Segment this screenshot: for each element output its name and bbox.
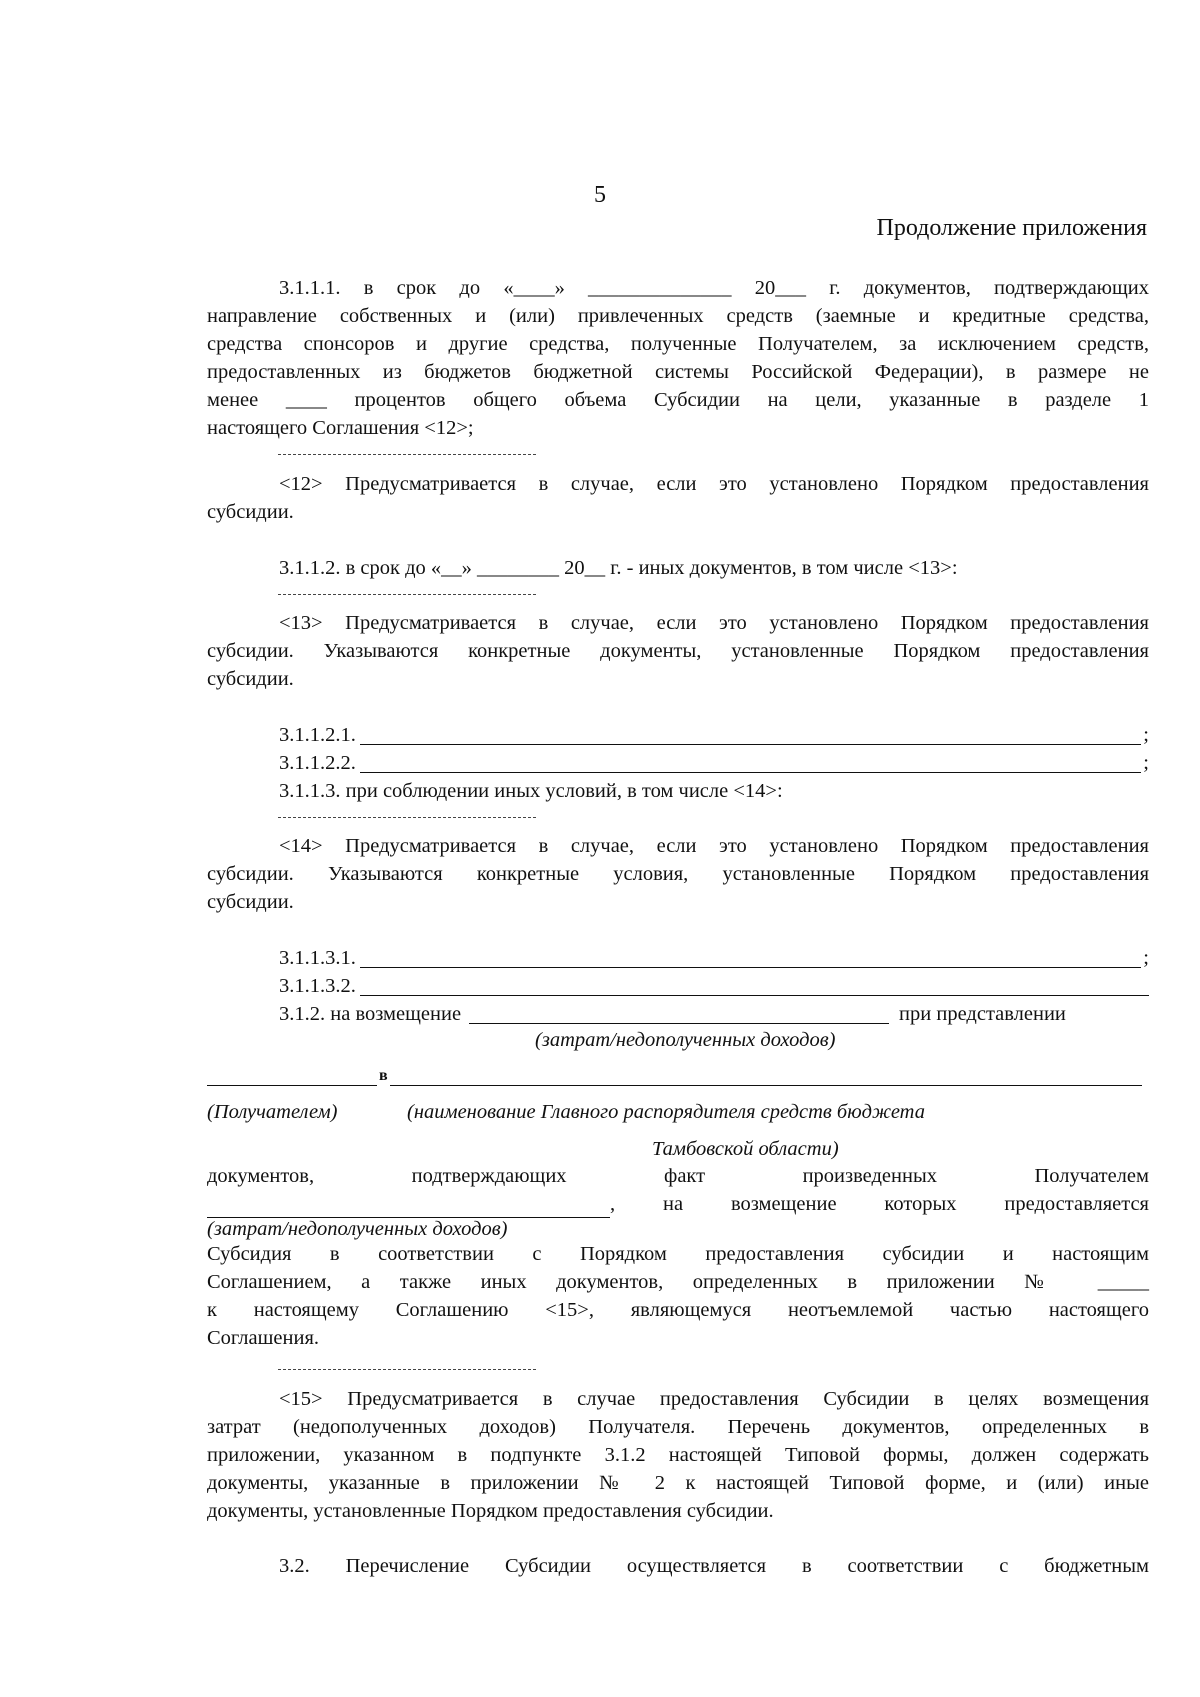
paragraph-3-1-2-line <box>279 1000 1149 1028</box>
word: на <box>663 1193 684 1215</box>
blank-with-comma <box>207 1190 615 1218</box>
blank-field <box>207 1197 610 1218</box>
text-line: менее ____ процентов общего объема Субсидии на цели, указанные в разделе 1 <box>207 389 1149 411</box>
footnote-separator <box>278 594 536 595</box>
text-line: 3.2. Перечисление Субсидии осуществляется в соответствии с бюджетным <box>279 1555 1149 1577</box>
text-line: субсидии. Указываются конкретные документы, установленные Порядком предоставления <box>207 640 1149 662</box>
recipient-line <box>207 1062 1142 1090</box>
paragraph-3-2 <box>207 1552 1149 1580</box>
word: документов, <box>207 1165 315 1187</box>
hint-region: Тамбовской области) <box>652 1138 839 1160</box>
item-number: 3.1.1.3.1. <box>279 947 356 969</box>
fill-in-line <box>279 721 1149 749</box>
paragraph-3-1-1-3: 3.1.1.3. при соблюдении иных условий, в том числе <14>: <box>279 780 783 802</box>
word: возмещение <box>730 1193 837 1215</box>
hint-costs: (затрат/недополученных доходов) <box>535 1029 836 1051</box>
text-line: Соглашения. <box>207 1327 319 1349</box>
blank-field <box>360 945 1141 968</box>
documents-row <box>207 1162 1149 1352</box>
item-number: 3.1.1.2.1. <box>279 724 356 746</box>
blank-field <box>390 1063 1142 1086</box>
blank-field <box>360 973 1149 996</box>
text-line <box>207 1162 1149 1190</box>
text-line: к настоящему Соглашению <15>, являющемуся неотъемлемой частью настоящего <box>207 1299 1149 1321</box>
blank-field <box>207 1063 377 1086</box>
hint-costs-2: (затрат/недополученных доходов) <box>207 1218 508 1240</box>
text-line: предоставленных из бюджетов бюджетной системы Российской Федерации), в размере не <box>207 361 1149 383</box>
text-line: 3.1.1.1. в срок до «____» ______________ 20___ г. документов, подтверждающих <box>279 277 1149 299</box>
comma: , <box>610 1193 616 1215</box>
word: подтверждающих <box>411 1165 567 1187</box>
hint-recipient: (Получателем) <box>207 1101 338 1123</box>
text-line: Субсидия в соответствии с Порядком предоставления субсидии и настоящим <box>207 1243 1149 1265</box>
fill-in-line <box>207 1062 1142 1090</box>
hint-grbs: (наименование Главного распорядителя средств бюджета <box>407 1101 925 1123</box>
page-number: 5 <box>594 182 606 208</box>
text-line: приложении, указанном в подпункте 3.1.2 настоящей Типовой формы, должен содержать <box>207 1444 1149 1466</box>
paragraph-3-1-1-1 <box>207 274 1149 442</box>
footnote-separator <box>278 454 536 455</box>
item-end: ; <box>1143 947 1149 969</box>
text-line: субсидии. <box>207 891 294 913</box>
paragraph-3-1-1-2: 3.1.1.2. в срок до «__» ________ 20__ г. - иных документов, в том числе <13>: <box>279 557 958 579</box>
word: факт <box>664 1165 706 1187</box>
word: произведенных <box>802 1165 937 1187</box>
continuation-heading: Продолжение приложения <box>876 215 1147 241</box>
footnote-12 <box>207 470 1149 526</box>
text-line: субсидии. <box>207 668 294 690</box>
item-end: ; <box>1143 752 1149 774</box>
text-line: <13> Предусматривается в случае, если это установлено Порядком предоставления <box>279 612 1149 634</box>
blank-field <box>469 1001 889 1024</box>
footnote-15 <box>207 1385 1149 1525</box>
text-line: документы, установленные Порядком предоставления субсидии. <box>207 1500 774 1522</box>
fill-in-line <box>279 749 1149 777</box>
footnote-separator <box>278 1369 536 1370</box>
text-line: настоящего Соглашения <12>; <box>207 417 474 439</box>
footnote-14 <box>207 832 1149 916</box>
blank-field <box>360 722 1141 745</box>
text-line: субсидии. <box>207 501 294 523</box>
text-line <box>207 1190 1149 1218</box>
text-line: <15> Предусматривается в случае предоставления Субсидии в целях возмещения <box>279 1388 1149 1410</box>
text-line: средства спонсоров и другие средства, полученные Получателем, за исключением средств, <box>207 333 1149 355</box>
text-line: <12> Предусматривается в случае, если это установлено Порядком предоставления <box>279 473 1149 495</box>
footnote-13 <box>207 609 1149 693</box>
item-number: 3.1.1.3.2. <box>279 975 356 997</box>
text-line: затрат (недополученных доходов) Получателя. Перечень документов, определенных в <box>207 1416 1149 1438</box>
footnote-separator <box>278 817 536 818</box>
text-line: направление собственных и (или) привлеченных средств (заемные и кредитные средства, <box>207 305 1149 327</box>
text-line: субсидии. Указываются конкретные условия, установленные Порядком предоставления <box>207 863 1149 885</box>
p312-prefix: 3.1.2. на возмещение <box>279 1003 462 1025</box>
word: Получателем <box>1034 1165 1149 1187</box>
fill-in-line <box>279 972 1149 1000</box>
p312-suffix: при представлении <box>899 1003 1066 1025</box>
items-3-1-1-2 <box>279 721 1149 805</box>
word: которых <box>884 1193 957 1215</box>
blank-field <box>360 750 1141 773</box>
item-end: ; <box>1143 724 1149 746</box>
item-number: 3.1.1.2.2. <box>279 752 356 774</box>
text-line: Соглашением, а также иных документов, определенных в приложении № _____ <box>207 1271 1149 1293</box>
text-line: <14> Предусматривается в случае, если это установлено Порядком предоставления <box>279 835 1149 857</box>
text-line: документы, указанные в приложении № 2 к настоящей Типовой форме, и (или) иные <box>207 1472 1149 1494</box>
word: предоставляется <box>1004 1193 1149 1215</box>
fill-in-line <box>279 944 1149 972</box>
items-3-1-1-3 <box>279 944 1149 1028</box>
word-v: в <box>379 1067 388 1084</box>
